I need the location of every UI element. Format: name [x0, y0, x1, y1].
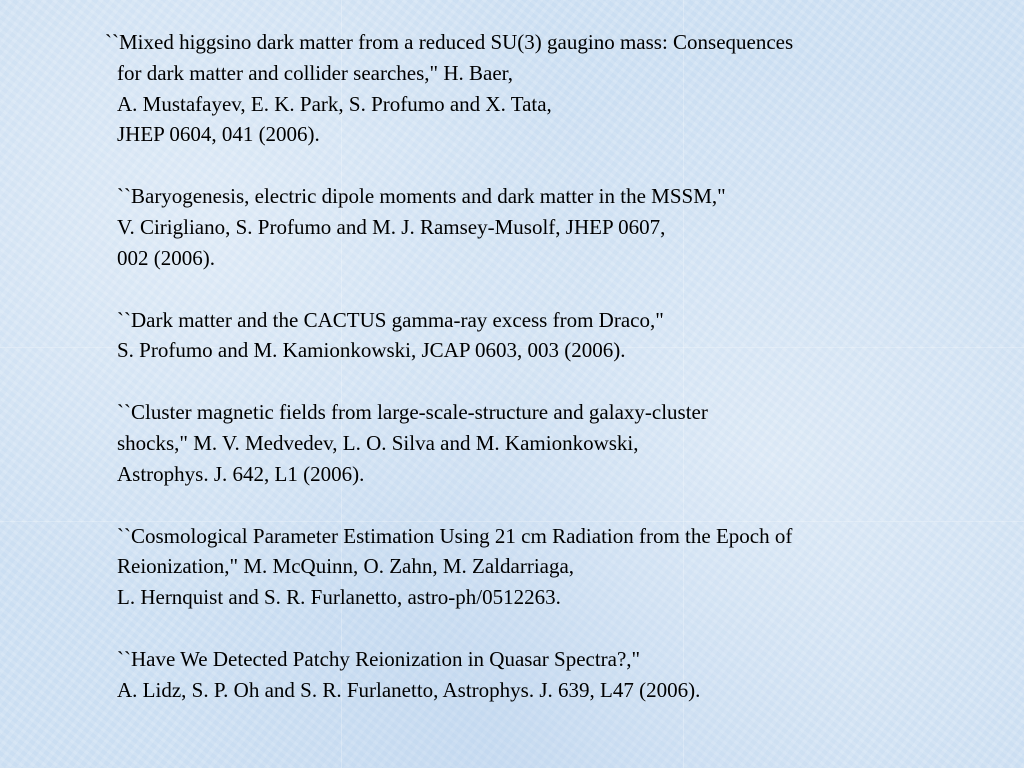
reference-item	[117, 397, 977, 489]
reference-line: A. Lidz, S. P. Oh and S. R. Furlanetto, Astrophys. J. 639, L47 (2006).	[117, 677, 701, 702]
reference-item	[117, 521, 977, 613]
reference-line: 002 (2006).	[117, 245, 215, 270]
reference-line: Reionization," M. McQuinn, O. Zahn, M. Zaldarriaga,	[117, 554, 575, 579]
reference-line: Astrophys. J. 642, L1 (2006).	[117, 461, 365, 486]
reference-list	[105, 27, 977, 737]
reference-title-line: ``Mixed higgsino dark matter from a reduced SU(3) gaugino mass: Consequences	[105, 30, 794, 54]
reference-line: for dark matter and collider searches," H. Baer,	[117, 60, 514, 85]
reference-title-line: ``Have We Detected Patchy Reionization in Quasar Spectra?,"	[117, 646, 641, 671]
reference-line: A. Mustafayev, E. K. Park, S. Profumo and X. Tata,	[117, 91, 552, 116]
reference-item	[105, 27, 977, 150]
reference-title-line: ``Baryogenesis, electric dipole moments and dark matter in the MSSM,"	[117, 184, 726, 209]
reference-line: S. Profumo and M. Kamionkowski, JCAP 0603, 003 (2006).	[117, 338, 626, 363]
reference-line: shocks," M. V. Medvedev, L. O. Silva and M. Kamionkowski,	[117, 430, 639, 455]
reference-title-line: ``Dark matter and the CACTUS gamma-ray excess from Draco,"	[117, 307, 664, 332]
reference-line: L. Hernquist and S. R. Furlanetto, astro-ph/0512263.	[117, 585, 561, 610]
reference-line: V. Cirigliano, S. Profumo and M. J. Ramsey-Musolf, JHEP 0607,	[117, 214, 666, 239]
reference-title-line: ``Cluster magnetic fields from large-scale-structure and galaxy-cluster	[117, 400, 708, 425]
reference-item	[117, 644, 977, 706]
reference-title-line: ``Cosmological Parameter Estimation Using 21 cm Radiation from the Epoch of	[117, 523, 793, 548]
reference-line: JHEP 0604, 041 (2006).	[117, 122, 320, 147]
reference-item	[117, 181, 977, 273]
reference-item	[117, 305, 977, 367]
